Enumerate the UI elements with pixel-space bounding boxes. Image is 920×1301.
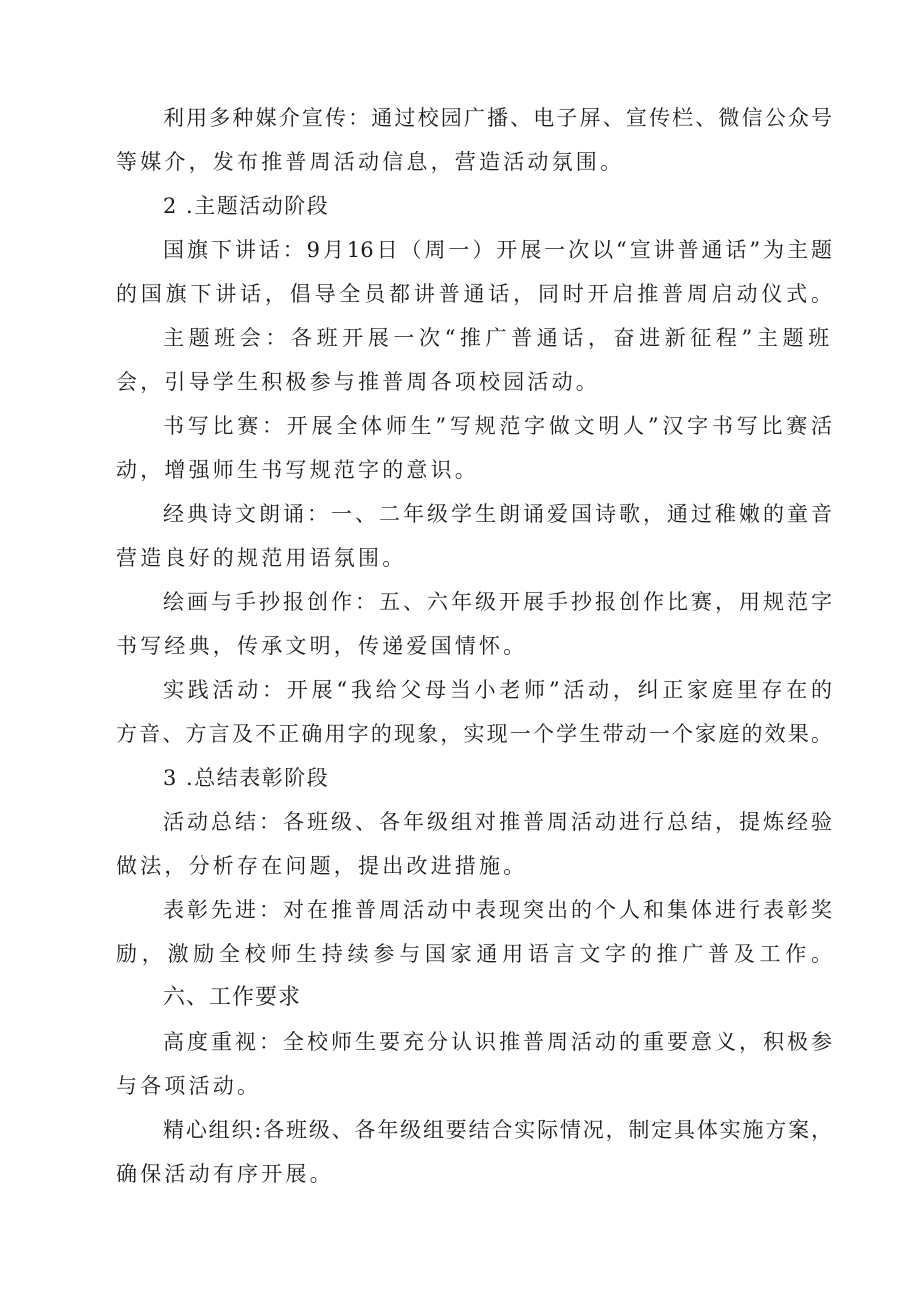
paragraph-line: 精心组织:各班级、各年级组要结合实际情况，制定具体实施方案， <box>163 1118 832 1142</box>
paragraph-line: 励，激励全校师生持续参与国家通用语言文字的推广普及工作。 <box>116 942 832 966</box>
paragraph-line: 利用多种媒介宣传：通过校园广播、电子屏、宣传栏、微信公众号 <box>163 106 832 130</box>
paragraph-line: 营造良好的规范用语氛围。 <box>116 546 407 570</box>
paragraph-line: 活动总结：各班级、各年级组对推普周活动进行总结，提炼经验 <box>163 810 832 834</box>
paragraph-line: 方音、方言及不正确用字的现象，实现一个学生带动一个家庭的效果。 <box>116 722 832 746</box>
paragraph-line: 实践活动：开展“我给父母当小老师”活动，纠正家庭里存在的 <box>163 678 832 702</box>
paragraph-line: 高度重视：全校师生要充分认识推普周活动的重要意义，积极参 <box>163 1030 832 1054</box>
paragraph-line: 与各项活动。 <box>116 1074 262 1098</box>
paragraph-line: 国旗下讲话：9月16日（周一）开展一次以“宣讲普通话”为主题 <box>163 238 832 262</box>
section-heading: 2 .主题活动阶段 <box>163 194 330 218</box>
paragraph-line: 经典诗文朗诵：一、二年级学生朗诵爱国诗歌，通过稚嫩的童音 <box>163 502 832 526</box>
paragraph-line: 主题班会：各班开展一次“推广普通话，奋进新征程”主题班 <box>163 326 834 350</box>
chapter-heading: 六、工作要求 <box>163 985 302 1010</box>
paragraph-line: 动，增强师生书写规范字的意识。 <box>116 458 479 482</box>
paragraph-line: 做法，分析存在问题，提出改进措施。 <box>116 854 528 878</box>
paragraph-line: 等媒介，发布推普周活动信息，营造活动氛围。 <box>116 150 625 174</box>
paragraph-line: 书写经典，传承文明，传递爱国情怀。 <box>116 634 528 658</box>
paragraph-line: 确保活动有序开展。 <box>116 1162 334 1186</box>
paragraph-line: 绘画与手抄报创作：五、六年级开展手抄报创作比赛，用规范字 <box>163 590 832 614</box>
paragraph-line: 的国旗下讲话，倡导全员都讲普通话，同时开启推普周启动仪式。 <box>116 282 832 306</box>
paragraph-line: 书写比赛：开展全体师生”写规范字做文明人”汉字书写比赛活 <box>163 414 832 438</box>
section-heading: 3 .总结表彰阶段 <box>163 766 330 790</box>
paragraph-line: 会，引导学生积极参与推普周各项校园活动。 <box>116 370 600 394</box>
paragraph-line: 表彰先进：对在推普周活动中表现突出的个人和集体进行表彰奖 <box>163 898 832 922</box>
